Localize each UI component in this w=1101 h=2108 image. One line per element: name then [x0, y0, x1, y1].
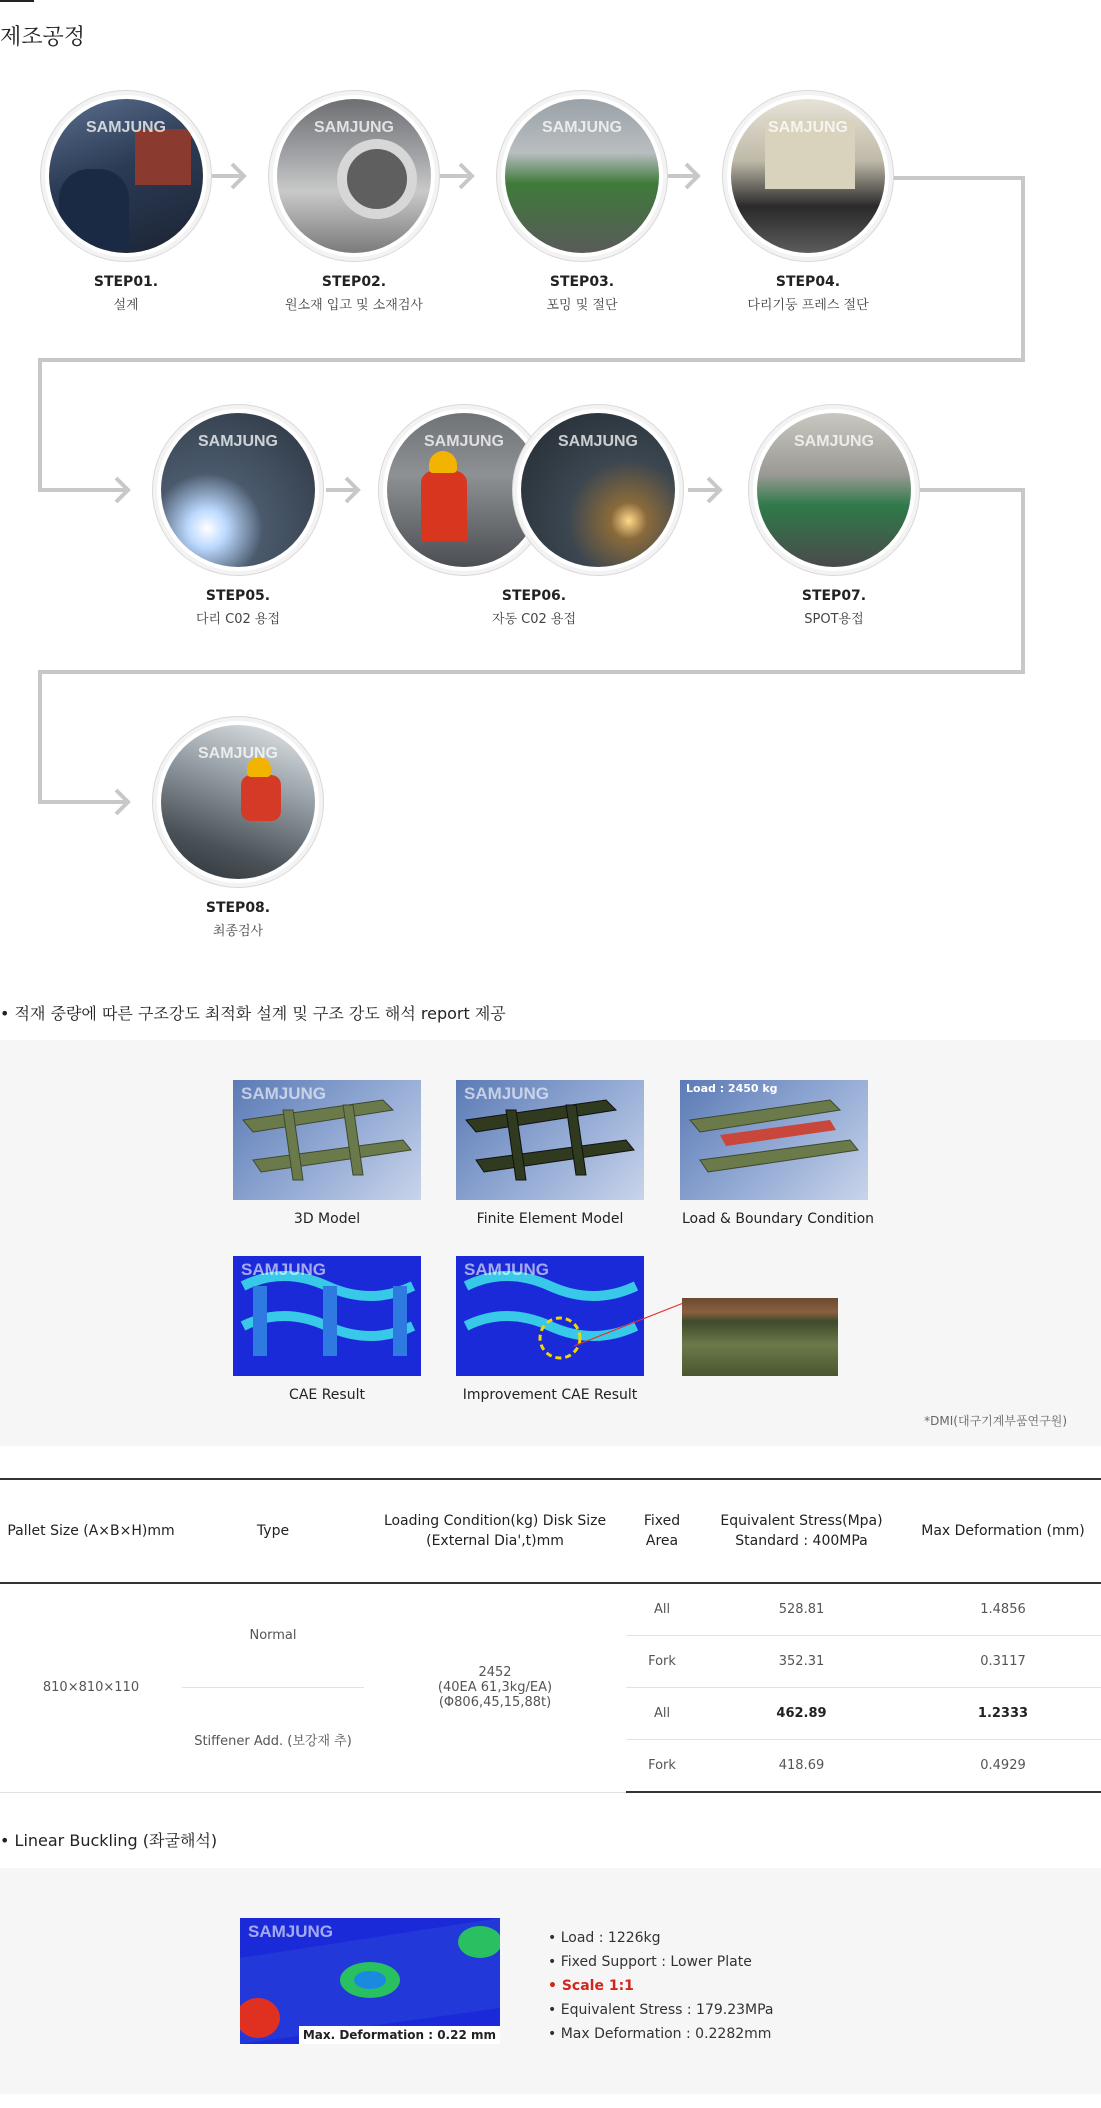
step-name: 포밍 및 절단: [546, 298, 618, 313]
result-table: [0, 1478, 1101, 1793]
spec-list: [548, 1926, 774, 2046]
loading-cell: [364, 1583, 626, 1792]
watermark: SAMJUNG: [241, 1084, 327, 1103]
connector-line: [38, 670, 1025, 674]
model-image: [233, 1080, 421, 1200]
watermark: SAMJUNG: [464, 1084, 550, 1103]
step-photo: [748, 404, 920, 576]
stress-cell: 352.31: [698, 1636, 905, 1688]
spec-text: Load : 1226kg: [560, 1930, 661, 1946]
connector-line: [1021, 488, 1025, 674]
step-number: STEP03.: [549, 274, 615, 290]
caption-improved-cae: Improvement CAE Result: [462, 1387, 638, 1403]
connector-line: [890, 176, 1025, 180]
stress-cell: 462.89: [698, 1688, 905, 1740]
step-name: 설계: [113, 298, 139, 313]
detail-image: [682, 1298, 838, 1376]
deform-cell: 1.4856: [905, 1583, 1101, 1636]
header-loading: Loading Condition(kg) Disk Size (External Dia',t)mm: [364, 1479, 626, 1583]
watermark: SAMJUNG: [464, 1260, 550, 1279]
type-cell: Stiffener Add. (보강재 추): [182, 1688, 364, 1793]
deform-cell: 1.2333: [905, 1688, 1101, 1740]
step-label: [6, 274, 246, 313]
caption-fem: Finite Element Model: [476, 1211, 624, 1227]
stress-cell: 528.81: [698, 1583, 905, 1636]
spec-text: Scale 1:1: [561, 1978, 634, 1994]
step-name: 자동 C02 용접: [491, 612, 577, 627]
spec-item: • Equivalent Stress : 179.23MPa: [548, 2002, 774, 2018]
step-number: STEP01.: [93, 274, 159, 290]
spec-item: • Fixed Support : Lower Plate: [548, 1954, 752, 1970]
step-name: 최종검사: [212, 924, 264, 939]
step-number: STEP05.: [205, 588, 271, 604]
step-label: [688, 274, 928, 313]
arrow-right-icon: [326, 474, 362, 506]
step-label: [414, 588, 654, 627]
step-photo: [40, 90, 212, 262]
arrow-right-icon: [96, 786, 132, 818]
step-photo: [268, 90, 440, 262]
credit-note: *DMI(대구기계부품연구원): [924, 1414, 1067, 1428]
arrow-right-icon: [666, 160, 702, 192]
connector-line: [1021, 176, 1025, 362]
step-label: [118, 900, 358, 939]
watermark: SAMJUNG: [793, 433, 874, 450]
step-name: 원소재 입고 및 소재검사: [285, 298, 423, 313]
step-photo: [722, 90, 894, 262]
arrow-right-icon: [688, 474, 724, 506]
watermark: SAMJUNG: [557, 433, 638, 450]
arrow-right-icon: [212, 160, 248, 192]
step-number: STEP04.: [775, 274, 841, 290]
step-label: [118, 588, 358, 627]
watermark: SAMJUNG: [767, 119, 848, 136]
area-cell: Fork: [626, 1740, 698, 1793]
stress-cell: 418.69: [698, 1740, 905, 1793]
arrow-right-icon: [96, 474, 132, 506]
step-photo: [152, 716, 324, 888]
size-cell: 810×810×110: [0, 1583, 182, 1792]
watermark: SAMJUNG: [541, 119, 622, 136]
fem-image: [456, 1080, 644, 1200]
cae-result-image: [233, 1256, 421, 1376]
buckling-image: [240, 1918, 500, 2044]
watermark: SAMJUNG: [313, 119, 394, 136]
step-photo: [152, 404, 324, 576]
watermark: SAMJUNG: [197, 433, 278, 450]
watermark: SAMJUNG: [248, 1922, 334, 1941]
watermark: SAMJUNG: [241, 1260, 327, 1279]
step-number: STEP07.: [801, 588, 867, 604]
spec-text: Fixed Support : Lower Plate: [560, 1954, 752, 1970]
caption-load: Load & Boundary Condition: [681, 1211, 875, 1227]
step-photo: [496, 90, 668, 262]
table-row: [0, 1583, 1101, 1636]
watermark: SAMJUNG: [423, 433, 504, 450]
load-condition-image: [680, 1080, 868, 1200]
watermark: SAMJUNG: [197, 745, 278, 762]
step-number: STEP06.: [501, 588, 567, 604]
step-label: [462, 274, 702, 313]
deform-cell: 0.3117: [905, 1636, 1101, 1688]
step-name: SPOT용접: [804, 612, 864, 627]
watermark: SAMJUNG: [85, 119, 166, 136]
area-cell: All: [626, 1688, 698, 1740]
arrow-right-icon: [440, 160, 476, 192]
spec-item: • Scale 1:1: [548, 1978, 634, 1994]
step-photo: [512, 404, 684, 576]
deform-cell: 0.4929: [905, 1740, 1101, 1793]
loading-detail: (40EA 61,3kg/EA): [437, 1680, 553, 1696]
step-number: STEP02.: [321, 274, 387, 290]
loading-value: 2452: [478, 1665, 512, 1681]
buckling-heading: • Linear Buckling (좌굴해석): [0, 1831, 218, 1850]
caption-cae: CAE Result: [289, 1387, 365, 1403]
area-cell: All: [626, 1583, 698, 1636]
type-cell: Normal: [182, 1583, 364, 1688]
header-size: Pallet Size (A×B×H)mm: [0, 1479, 182, 1583]
step-label: [234, 274, 474, 313]
header-type: Type: [182, 1479, 364, 1583]
disk-size: (Φ806,45,15,88t): [438, 1695, 552, 1711]
load-tag: Load : 2450 kg: [686, 1082, 778, 1095]
spec-text: Max Deformation : 0.2282mm: [560, 2026, 772, 2042]
caption-3d-model: 3D Model: [293, 1211, 361, 1227]
step-label: [714, 588, 954, 627]
connector-line: [38, 358, 42, 492]
title-bar: [0, 0, 34, 2]
step-name: 다리기둥 프레스 절단: [747, 298, 869, 313]
spec-item: • Load : 1226kg: [548, 1930, 661, 1946]
connector-line: [920, 488, 1025, 492]
area-cell: Fork: [626, 1636, 698, 1688]
step-number: STEP08.: [205, 900, 271, 916]
buckling-label: Max. Deformation : 0.22 mm: [299, 2026, 500, 2044]
spec-item: • Max Deformation : 0.2282mm: [548, 2026, 772, 2042]
header-fixed: Fixed Area: [626, 1479, 698, 1583]
step-name: 다리 C02 용접: [195, 612, 281, 627]
connector-line: [38, 670, 42, 804]
spec-text: Equivalent Stress : 179.23MPa: [560, 2002, 774, 2018]
zoom-line: [570, 1296, 690, 1356]
analysis-heading: • 적재 중량에 따른 구조강도 최적화 설계 및 구조 강도 해석 report 제공: [0, 1004, 506, 1023]
page-title: 제조공정: [0, 25, 86, 50]
connector-line: [38, 358, 1025, 362]
header-stress: Equivalent Stress(Mpa) Standard : 400MPa: [698, 1479, 905, 1583]
header-deform: Max Deformation (mm): [905, 1479, 1101, 1583]
